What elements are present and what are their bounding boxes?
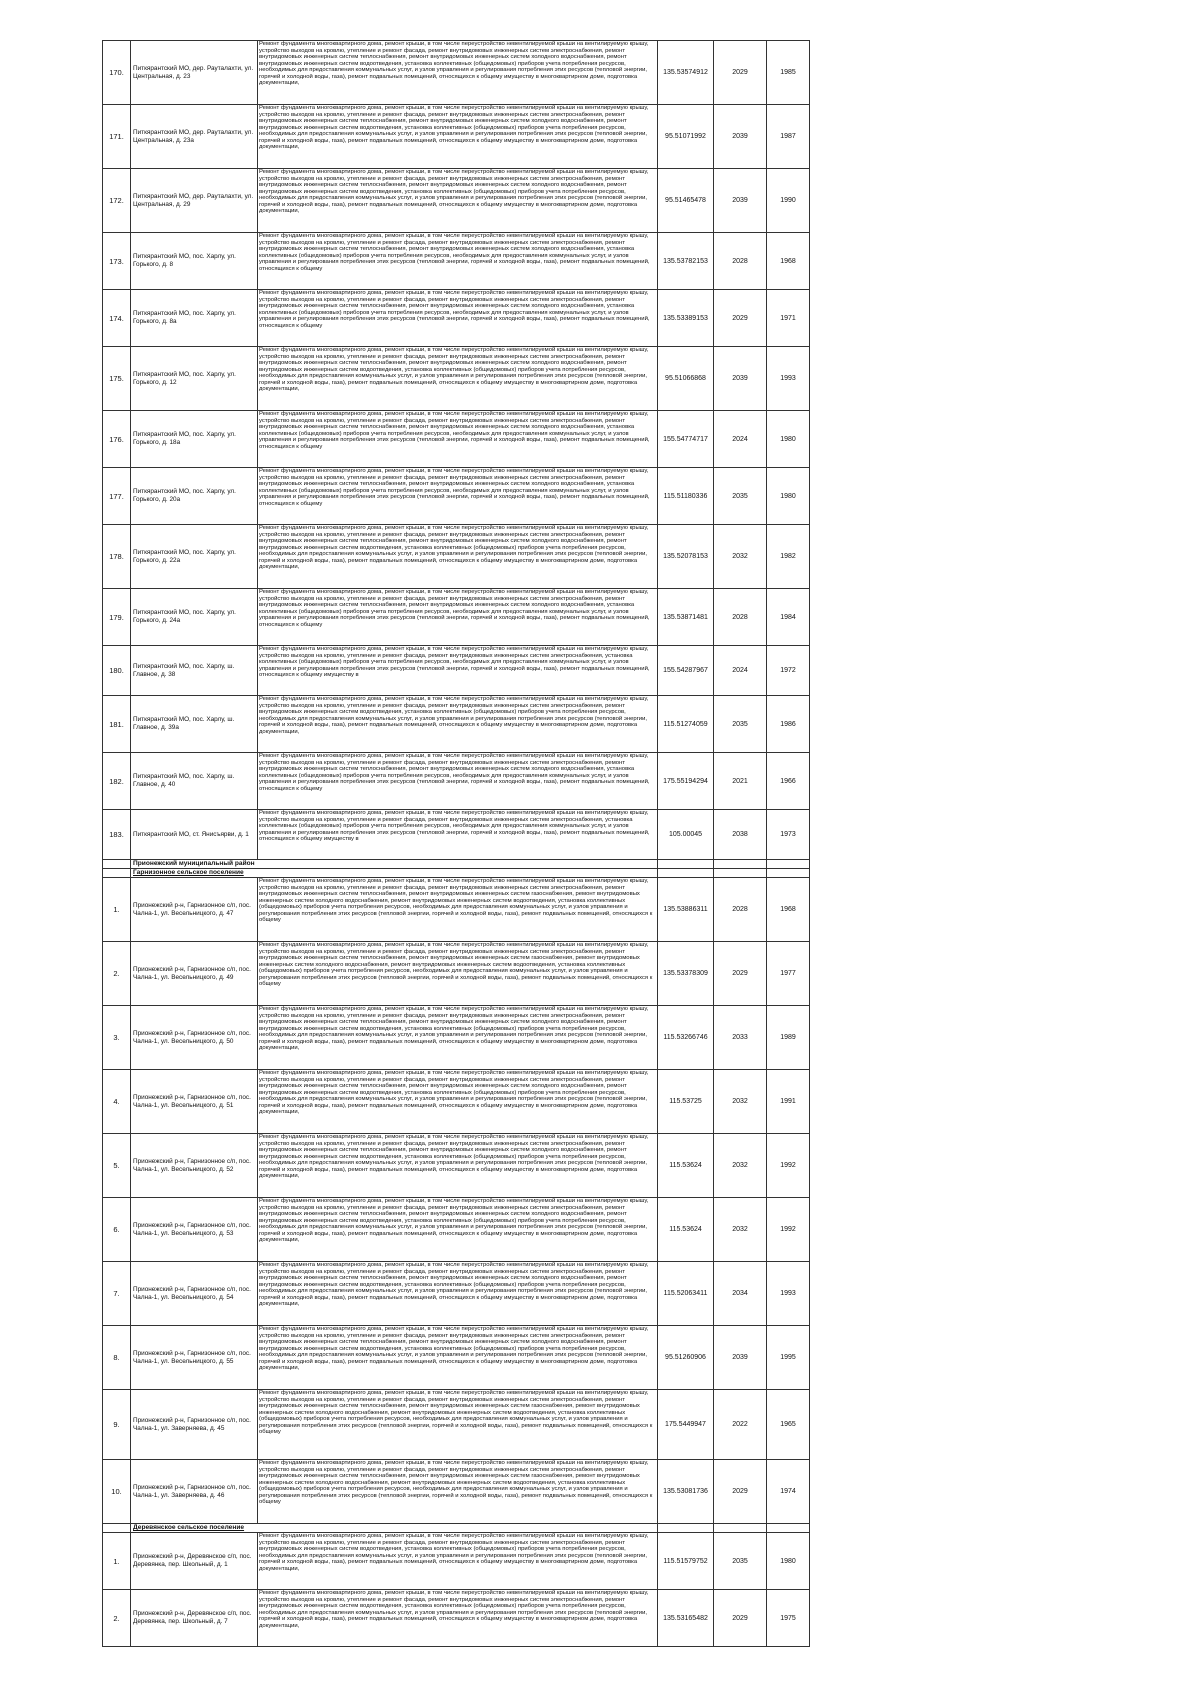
row-number: 179.	[103, 589, 131, 646]
repair-works-text: Ремонт фундамента многоквартирного дома, ремонт крыши, в том числе переустройство невентилируемой крыши на вентилируемую крышу, устройство выходов на кровлю, утепление и ремонт фасада, ремонт внутридомовых инженерных систем электроснабжения, установка коллективных (общедомовых) приборов учета потребления ресурсов, необходимых для предоставления коммунальных услуг, и узлов управления и регулирования потребления этих ресурсов (тепловой энергии, горячей и холодной воды, газа), ремонт подвальных помещений, относящихся к общему имуществу в	[259, 810, 650, 843]
planned-repair-year: 2024	[714, 646, 767, 696]
repair-works-text: Ремонт фундамента многоквартирного дома, ремонт крыши, в том числе переустройство невентилируемой крыши на вентилируемую крышу, устройство выходов на кровлю, утепление и ремонт фасада, ремонт внутридомовых инженерных систем электроснабжения, ремонт внутридомовых инженерных систем теплоснабжения, ремонт внутридомовых инженерных систем холодного водоснабжения, установка коллективных (общедомовых) приборов учета потребления ресурсов, необходимых для предоставления коммунальных услуг, и узлов управления и регулирования потребления этих ресурсов (тепловой энергии, горячей и холодной воды, газа), ремонт подвальных помещений, относящихся к общему	[259, 233, 650, 272]
repair-cost: 155.54774717	[658, 411, 714, 468]
planned-repair-year: 2039	[714, 1326, 767, 1390]
repair-works-description	[258, 525, 658, 589]
repair-works-text: Ремонт фундамента многоквартирного дома, ремонт крыши, в том числе переустройство невентилируемой крыши на вентилируемую крышу, устройство выходов на кровлю, утепление и ремонт фасада, ремонт внутридомовых инженерных систем электроснабжения, ремонт внутридомовых инженерных систем теплоснабжения, ремонт внутридомовых инженерных систем холодного водоснабжения, ремонт внутридомовых инженерных систем водоотведения, установка коллективных (общедомовых) приборов учета потребления ресурсов, необходимых для предоставления коммунальных услуг, и узлов управления и регулирования потребления этих ресурсов (тепловой энергии, горячей и холодной воды, газа), ремонт подвальных помещений, относящихся к общему имуществу в многоквартирном доме, подготовка документации,	[259, 1134, 649, 1180]
repair-works-text: Ремонт фундамента многоквартирного дома, ремонт крыши, в том числе переустройство невентилируемой крыши на вентилируемую крышу, устройство выходов на кровлю, утепление и ремонт фасада, ремонт внутридомовых инженерных систем электроснабжения, ремонт внутридомовых инженерных систем теплоснабжения, ремонт внутридомовых инженерных систем холодного водоснабжения, ремонт внутридомовых инженерных систем водоотведения, установка коллективных (общедомовых) приборов учета потребления ресурсов, необходимых для предоставления коммунальных услуг, и узлов управления и регулирования потребления этих ресурсов (тепловой энергии, горячей и холодной воды, газа), ремонт подвальных помещений, относящихся к общему имуществу в многоквартирном доме, подготовка документации,	[259, 525, 649, 571]
repair-cost: 95.51465478	[658, 169, 714, 233]
repair-cost: 95.51071992	[658, 105, 714, 169]
repair-works-text: Ремонт фундамента многоквартирного дома, ремонт крыши, в том числе переустройство невентилируемой крыши на вентилируемую крышу, устройство выходов на кровлю, утепление и ремонт фасада, ремонт внутридомовых инженерных систем электроснабжения, ремонт внутридомовых инженерных систем теплоснабжения, ремонт внутридомовых инженерных систем холодного водоснабжения, установка коллективных (общедомовых) приборов учета потребления ресурсов, необходимых для предоставления коммунальных услуг, и узлов управления и регулирования потребления этих ресурсов (тепловой энергии, горячей и холодной воды, газа), ремонт подвальных помещений, относящихся к общему	[259, 589, 650, 628]
table-row	[103, 753, 810, 810]
section-empty-cell	[658, 860, 714, 869]
commissioning-year: 1975	[767, 1590, 810, 1647]
commissioning-year: 1992	[767, 1198, 810, 1262]
house-address: Прионежский р-н, Гарнизонное с/п, пос. Чална-1, ул. Весельницкого, д. 54	[131, 1262, 258, 1326]
row-number: 177.	[103, 468, 131, 525]
commissioning-year: 1993	[767, 347, 810, 411]
repair-works-text: Ремонт фундамента многоквартирного дома, ремонт крыши, в том числе переустройство невентилируемой крыши на вентилируемую крышу, устройство выходов на кровлю, утепление и ремонт фасада, ремонт внутридомовых инженерных систем электроснабжения, ремонт внутридомовых инженерных систем теплоснабжения, ремонт внутридомовых инженерных систем холодного водоснабжения, ремонт внутридомовых инженерных систем водоотведения, установка коллективных (общедомовых) приборов учета потребления ресурсов, необходимых для предоставления коммунальных услуг, и узлов управления и регулирования потребления этих ресурсов (тепловой энергии, горячей и холодной воды, газа), ремонт подвальных помещений, относящихся к общему имуществу в многоквартирном доме, подготовка документации,	[259, 105, 649, 151]
repair-works-description	[258, 942, 658, 1006]
planned-repair-year: 2035	[714, 1533, 767, 1590]
row-number: 3.	[103, 1006, 131, 1070]
planned-repair-year: 2029	[714, 41, 767, 105]
house-address: Питкярантский МО, дер. Рауталахти, ул. Центральная, д. 29	[131, 169, 258, 233]
row-number: 180.	[103, 646, 131, 696]
repair-cost: 135.53574912	[658, 41, 714, 105]
planned-repair-year: 2029	[714, 1460, 767, 1524]
table-row	[103, 1533, 810, 1590]
repair-cost: 115.51274059	[658, 696, 714, 753]
repair-works-description	[258, 233, 658, 290]
commissioning-year: 1965	[767, 1390, 810, 1460]
table-row	[103, 233, 810, 290]
commissioning-year: 1968	[767, 233, 810, 290]
repair-works-description	[258, 1390, 658, 1460]
commissioning-year: 1968	[767, 878, 810, 942]
section-number-cell	[103, 860, 131, 869]
repair-cost: 135.53782153	[658, 233, 714, 290]
row-number: 2.	[103, 1590, 131, 1647]
table-row	[103, 696, 810, 753]
repair-cost: 135.53389153	[658, 290, 714, 347]
commissioning-year: 1974	[767, 1460, 810, 1524]
house-address: Питкярантский МО, пос. Харлу, ул. Горького, д. 8а	[131, 290, 258, 347]
repair-works-description	[258, 878, 658, 942]
repair-cost: 135.53378309	[658, 942, 714, 1006]
house-address: Питкярантский МО, дер. Рауталахти, ул. Центральная, д. 23а	[131, 105, 258, 169]
commissioning-year: 1986	[767, 696, 810, 753]
repair-works-description	[258, 646, 658, 696]
commissioning-year: 1980	[767, 411, 810, 468]
capital-repair-register-table	[102, 40, 810, 1647]
repair-cost: 135.53871481	[658, 589, 714, 646]
repair-works-text: Ремонт фундамента многоквартирного дома, ремонт крыши, в том числе переустройство невентилируемой крыши на вентилируемую крышу, устройство выходов на кровлю, утепление и ремонт фасада, ремонт внутридомовых инженерных систем электроснабжения, ремонт внутридомовых инженерных систем теплоснабжения, ремонт внутридомовых инженерных систем холодного водоснабжения, установка коллективных (общедомовых) приборов учета потребления ресурсов, необходимых для предоставления коммунальных услуг, и узлов управления и регулирования потребления этих ресурсов (тепловой энергии, горячей и холодной воды, газа), ремонт подвальных помещений, относящихся к общему	[259, 290, 650, 329]
house-address: Питкярантский МО, пос. Харлу, ул. Горького, д. 18а	[131, 411, 258, 468]
commissioning-year: 1980	[767, 468, 810, 525]
planned-repair-year: 2035	[714, 468, 767, 525]
commissioning-year: 1987	[767, 105, 810, 169]
section-empty-cell	[767, 869, 810, 878]
repair-works-text: Ремонт фундамента многоквартирного дома, ремонт крыши, в том числе переустройство невентилируемой крыши на вентилируемую крышу, устройство выходов на кровлю, утепление и ремонт фасада, ремонт внутридомовых инженерных систем электроснабжения, ремонт внутридомовых инженерных систем теплоснабжения, ремонт внутридомовых инженерных систем газоснабжения, ремонт внутридомовых инженерных систем холодного водоснабжения, ремонт внутридомовых инженерных систем водоотведения, установка коллективных (общедомовых) приборов учета потребления ресурсов, необходимых для предоставления коммунальных услуг, и узлов управления и регулирования потребления этих ресурсов (тепловой энергии, горячей и холодной воды, газа), ремонт подвальных помещений, относящихся к общему	[259, 1460, 653, 1506]
planned-repair-year: 2033	[714, 1006, 767, 1070]
section-header-row	[103, 860, 810, 869]
commissioning-year: 1995	[767, 1326, 810, 1390]
section-empty-cell	[767, 860, 810, 869]
row-number: 174.	[103, 290, 131, 347]
table-row	[103, 1590, 810, 1647]
repair-cost: 115.52063411	[658, 1262, 714, 1326]
house-address: Прионежский р-н, Гарнизонное с/п, пос. Чална-1, ул. Весельницкого, д. 52	[131, 1134, 258, 1198]
repair-works-text: Ремонт фундамента многоквартирного дома, ремонт крыши, в том числе переустройство невентилируемой крыши на вентилируемую крышу, устройство выходов на кровлю, утепление и ремонт фасада, ремонт внутридомовых инженерных систем электроснабжения, ремонт внутридомовых инженерных систем теплоснабжения, ремонт внутридомовых инженерных систем холодного водоснабжения, ремонт внутридомовых инженерных систем водоотведения, установка коллективных (общедомовых) приборов учета потребления ресурсов, необходимых для предоставления коммунальных услуг, и узлов управления и регулирования потребления этих ресурсов (тепловой энергии, горячей и холодной воды, газа), ремонт подвальных помещений, относящихся к общему имуществу в многоквартирном доме, подготовка документации,	[259, 41, 649, 87]
section-empty-cell	[658, 1524, 714, 1533]
repair-cost: 115.51180336	[658, 468, 714, 525]
row-number: 171.	[103, 105, 131, 169]
row-number: 175.	[103, 347, 131, 411]
table-row	[103, 105, 810, 169]
house-address: Питкярантский МО, пос. Харлу, ул. Горького, д. 20а	[131, 468, 258, 525]
house-address: Питкярантский МО, пос. Харлу, ш. Главное, д. 40	[131, 753, 258, 810]
row-number: 6.	[103, 1198, 131, 1262]
section-empty-cell	[714, 1524, 767, 1533]
section-number-cell	[103, 869, 131, 878]
table-row	[103, 589, 810, 646]
table-row	[103, 1070, 810, 1134]
house-address: Прионежский р-н, Гарнизонное с/п, пос. Чална-1, ул. Весельницкого, д. 50	[131, 1006, 258, 1070]
repair-cost: 135.52078153	[658, 525, 714, 589]
row-number: 7.	[103, 1262, 131, 1326]
planned-repair-year: 2029	[714, 290, 767, 347]
repair-works-description	[258, 589, 658, 646]
repair-works-description	[258, 1134, 658, 1198]
commissioning-year: 1966	[767, 753, 810, 810]
row-number: 173.	[103, 233, 131, 290]
commissioning-year: 1984	[767, 589, 810, 646]
repair-works-description	[258, 1590, 658, 1647]
repair-works-text: Ремонт фундамента многоквартирного дома, ремонт крыши, в том числе переустройство невентилируемой крыши на вентилируемую крышу, устройство выходов на кровлю, утепление и ремонт фасада, ремонт внутридомовых инженерных систем электроснабжения, ремонт внутридомовых инженерных систем теплоснабжения, ремонт внутридомовых инженерных систем холодного водоснабжения, ремонт внутридомовых инженерных систем водоотведения, установка коллективных (общедомовых) приборов учета потребления ресурсов, необходимых для предоставления коммунальных услуг, и узлов управления и регулирования потребления этих ресурсов (тепловой энергии, горячей и холодной воды, газа), ремонт подвальных помещений, относящихся к общему имуществу в многоквартирном доме, подготовка документации,	[259, 1326, 649, 1372]
row-number: 5.	[103, 1134, 131, 1198]
house-address: Питкярантский МО, пос. Харлу, ш. Главное, д. 38	[131, 646, 258, 696]
planned-repair-year: 2032	[714, 1070, 767, 1134]
row-number: 176.	[103, 411, 131, 468]
repair-works-text: Ремонт фундамента многоквартирного дома, ремонт крыши, в том числе переустройство невентилируемой крыши на вентилируемую крышу, устройство выходов на кровлю, утепление и ремонт фасада, ремонт внутридомовых инженерных систем электроснабжения, ремонт внутридомовых инженерных систем водоотведения, установка коллективных (общедомовых) приборов учета потребления ресурсов, необходимых для предоставления коммунальных услуг, и узлов управления и регулирования потребления этих ресурсов (тепловой энергии, горячей и холодной воды, газа), ремонт подвальных помещений, относящихся к общему имуществу в многоквартирном доме, подготовка документации,	[259, 696, 649, 735]
repair-works-description	[258, 347, 658, 411]
register-table-sheet	[102, 40, 809, 1647]
section-empty-cell	[658, 869, 714, 878]
table-row	[103, 41, 810, 105]
repair-cost: 135.53081736	[658, 1460, 714, 1524]
row-number: 182.	[103, 753, 131, 810]
commissioning-year: 1989	[767, 1006, 810, 1070]
table-row	[103, 1006, 810, 1070]
house-address: Прионежский р-н, Деревянское с/п, пос. Деревянка, пер. Школьный, д. 7	[131, 1590, 258, 1647]
house-address: Питкярантский МО, дер. Рауталахти, ул. Центральная, д. 23	[131, 41, 258, 105]
planned-repair-year: 2034	[714, 1262, 767, 1326]
repair-cost: 175.55194294	[658, 753, 714, 810]
table-row	[103, 1326, 810, 1390]
repair-works-text: Ремонт фундамента многоквартирного дома, ремонт крыши, в том числе переустройство невентилируемой крыши на вентилируемую крышу, устройство выходов на кровлю, утепление и ремонт фасада, ремонт внутридомовых инженерных систем электроснабжения, ремонт внутридомовых инженерных систем теплоснабжения, ремонт внутридомовых инженерных систем холодного водоснабжения, ремонт внутридомовых инженерных систем водоотведения, установка коллективных (общедомовых) приборов учета потребления ресурсов, необходимых для предоставления коммунальных услуг, и узлов управления и регулирования потребления этих ресурсов (тепловой энергии, горячей и холодной воды, газа), ремонт подвальных помещений, относящихся к общему имуществу в многоквартирном доме, подготовка документации,	[259, 347, 649, 393]
row-number: 172.	[103, 169, 131, 233]
row-number: 1.	[103, 1533, 131, 1590]
repair-cost: 115.53725	[658, 1070, 714, 1134]
table-row	[103, 411, 810, 468]
section-title: Деревянское сельское поселение	[131, 1524, 658, 1533]
planned-repair-year: 2024	[714, 411, 767, 468]
section-empty-cell	[714, 869, 767, 878]
repair-works-description	[258, 1326, 658, 1390]
repair-works-description	[258, 810, 658, 860]
house-address: Питкярантский МО, пос. Харлу, ул. Горького, д. 22а	[131, 525, 258, 589]
repair-works-description	[258, 1198, 658, 1262]
repair-works-text: Ремонт фундамента многоквартирного дома, ремонт крыши, в том числе переустройство невентилируемой крыши на вентилируемую крышу, устройство выходов на кровлю, утепление и ремонт фасада, ремонт внутридомовых инженерных систем электроснабжения, ремонт внутридомовых инженерных систем теплоснабжения, ремонт внутридомовых инженерных систем холодного водоснабжения, ремонт внутридомовых инженерных систем водоотведения, установка коллективных (общедомовых) приборов учета потребления ресурсов, необходимых для предоставления коммунальных услуг, и узлов управления и регулирования потребления этих ресурсов (тепловой энергии, горячей и холодной воды, газа), ремонт подвальных помещений, относящихся к общему имуществу в многоквартирном доме, подготовка документации,	[259, 169, 649, 215]
row-number: 10.	[103, 1460, 131, 1524]
planned-repair-year: 2028	[714, 878, 767, 942]
row-number: 170.	[103, 41, 131, 105]
repair-works-description	[258, 1460, 658, 1524]
table-row	[103, 468, 810, 525]
planned-repair-year: 2038	[714, 810, 767, 860]
repair-cost: 135.53886311	[658, 878, 714, 942]
table-row	[103, 169, 810, 233]
commissioning-year: 1985	[767, 41, 810, 105]
repair-works-text: Ремонт фундамента многоквартирного дома, ремонт крыши, в том числе переустройство невентилируемой крыши на вентилируемую крышу, устройство выходов на кровлю, утепление и ремонт фасада, ремонт внутридомовых инженерных систем электроснабжения, ремонт внутридомовых инженерных систем водоотведения, установка коллективных (общедомовых) приборов учета потребления ресурсов, необходимых для предоставления коммунальных услуг, и узлов управления и регулирования потребления этих ресурсов (тепловой энергии, горячей и холодной воды, газа), ремонт подвальных помещений, относящихся к общему имуществу в многоквартирном доме, подготовка документации,	[259, 1590, 649, 1629]
repair-works-description	[258, 41, 658, 105]
repair-cost: 115.53266746	[658, 1006, 714, 1070]
table-row	[103, 290, 810, 347]
repair-works-text: Ремонт фундамента многоквартирного дома, ремонт крыши, в том числе переустройство невентилируемой крыши на вентилируемую крышу, устройство выходов на кровлю, утепление и ремонт фасада, ремонт внутридомовых инженерных систем электроснабжения, ремонт внутридомовых инженерных систем теплоснабжения, ремонт внутридомовых инженерных систем холодного водоснабжения, ремонт внутридомовых инженерных систем водоотведения, установка коллективных (общедомовых) приборов учета потребления ресурсов, необходимых для предоставления коммунальных услуг, и узлов управления и регулирования потребления этих ресурсов (тепловой энергии, горячей и холодной воды, газа), ремонт подвальных помещений, относящихся к общему имуществу в многоквартирном доме, подготовка документации,	[259, 1198, 649, 1244]
repair-works-description	[258, 1533, 658, 1590]
repair-cost: 115.53624	[658, 1198, 714, 1262]
planned-repair-year: 2039	[714, 105, 767, 169]
row-number: 4.	[103, 1070, 131, 1134]
repair-works-text: Ремонт фундамента многоквартирного дома, ремонт крыши, в том числе переустройство невентилируемой крыши на вентилируемую крышу, устройство выходов на кровлю, утепление и ремонт фасада, ремонт внутридомовых инженерных систем электроснабжения, ремонт внутридомовых инженерных систем теплоснабжения, ремонт внутридомовых инженерных систем газоснабжения, ремонт внутридомовых инженерных систем холодного водоснабжения, ремонт внутридомовых инженерных систем водоотведения, установка коллективных (общедомовых) приборов учета потребления ресурсов, необходимых для предоставления коммунальных услуг, и узлов управления и регулирования потребления этих ресурсов (тепловой энергии, горячей и холодной воды, газа), ремонт подвальных помещений, относящихся к общему	[259, 878, 653, 924]
section-empty-cell	[714, 860, 767, 869]
repair-cost: 115.53624	[658, 1134, 714, 1198]
section-header-row	[103, 1524, 810, 1533]
house-address: Прионежский р-н, Гарнизонное с/п, пос. Чална-1, ул. Весельницкого, д. 55	[131, 1326, 258, 1390]
house-address: Прионежский р-н, Гарнизонное с/п, пос. Чална-1, ул. Заверняева, д. 45	[131, 1390, 258, 1460]
repair-works-description	[258, 169, 658, 233]
repair-cost: 95.51066868	[658, 347, 714, 411]
repair-works-text: Ремонт фундамента многоквартирного дома, ремонт крыши, в том числе переустройство невентилируемой крыши на вентилируемую крышу, устройство выходов на кровлю, утепление и ремонт фасада, ремонт внутридомовых инженерных систем электроснабжения, ремонт внутридомовых инженерных систем теплоснабжения, ремонт внутридомовых инженерных систем холодного водоснабжения, ремонт внутридомовых инженерных систем водоотведения, установка коллективных (общедомовых) приборов учета потребления ресурсов, необходимых для предоставления коммунальных услуг, и узлов управления и регулирования потребления этих ресурсов (тепловой энергии, горячей и холодной воды, газа), ремонт подвальных помещений, относящихся к общему имуществу в многоквартирном доме, подготовка документации,	[259, 1070, 649, 1116]
commissioning-year: 1980	[767, 1533, 810, 1590]
planned-repair-year: 2032	[714, 1198, 767, 1262]
repair-works-text: Ремонт фундамента многоквартирного дома, ремонт крыши, в том числе переустройство невентилируемой крыши на вентилируемую крышу, устройство выходов на кровлю, утепление и ремонт фасада, ремонт внутридомовых инженерных систем электроснабжения, ремонт внутридомовых инженерных систем теплоснабжения, ремонт внутридомовых инженерных систем холодного водоснабжения, установка коллективных (общедомовых) приборов учета потребления ресурсов, необходимых для предоставления коммунальных услуг, и узлов управления и регулирования потребления этих ресурсов (тепловой энергии, горячей и холодной воды, газа), ремонт подвальных помещений, относящихся к общему	[259, 411, 650, 450]
row-number: 181.	[103, 696, 131, 753]
commissioning-year: 1993	[767, 1262, 810, 1326]
planned-repair-year: 2021	[714, 753, 767, 810]
table-row	[103, 1134, 810, 1198]
row-number: 2.	[103, 942, 131, 1006]
section-number-cell	[103, 1524, 131, 1533]
repair-works-description	[258, 753, 658, 810]
table-row	[103, 525, 810, 589]
repair-works-description	[258, 1006, 658, 1070]
house-address: Прионежский р-н, Гарнизонное с/п, пос. Чална-1, ул. Весельницкого, д. 51	[131, 1070, 258, 1134]
commissioning-year: 1991	[767, 1070, 810, 1134]
repair-works-text: Ремонт фундамента многоквартирного дома, ремонт крыши, в том числе переустройство невентилируемой крыши на вентилируемую крышу, устройство выходов на кровлю, утепление и ремонт фасада, ремонт внутридомовых инженерных систем электроснабжения, ремонт внутридомовых инженерных систем теплоснабжения, ремонт внутридомовых инженерных систем газоснабжения, ремонт внутридомовых инженерных систем холодного водоснабжения, ремонт внутридомовых инженерных систем водоотведения, установка коллективных (общедомовых) приборов учета потребления ресурсов, необходимых для предоставления коммунальных услуг, и узлов управления и регулирования потребления этих ресурсов (тепловой энергии, горячей и холодной воды, газа), ремонт подвальных помещений, относящихся к общему	[259, 942, 653, 988]
row-number: 9.	[103, 1390, 131, 1460]
repair-works-description	[258, 468, 658, 525]
table-row	[103, 1198, 810, 1262]
table-row	[103, 1460, 810, 1524]
repair-works-description	[258, 1262, 658, 1326]
house-address: Питкярантский МО, пос. Харлу, ул. Горького, д. 24а	[131, 589, 258, 646]
repair-cost: 155.54287967	[658, 646, 714, 696]
repair-works-text: Ремонт фундамента многоквартирного дома, ремонт крыши, в том числе переустройство невентилируемой крыши на вентилируемую крышу, устройство выходов на кровлю, утепление и ремонт фасада, ремонт внутридомовых инженерных систем электроснабжения, установка коллективных (общедомовых) приборов учета потребления ресурсов, необходимых для предоставления коммунальных услуг, и узлов управления и регулирования потребления этих ресурсов (тепловой энергии, горячей и холодной воды, газа), ремонт подвальных помещений, относящихся к общему имуществу в	[259, 646, 650, 679]
house-address: Питкярантский МО, пос. Харлу, ш. Главное, д. 39а	[131, 696, 258, 753]
planned-repair-year: 2039	[714, 169, 767, 233]
section-header-row	[103, 869, 810, 878]
commissioning-year: 1990	[767, 169, 810, 233]
table-row	[103, 1262, 810, 1326]
house-address: Питкярантский МО, ст. Янисъярви, д. 1	[131, 810, 258, 860]
table-row	[103, 878, 810, 942]
repair-works-description	[258, 411, 658, 468]
house-address: Прионежский р-н, Гарнизонное с/п, пос. Чална-1, ул. Весельницкого, д. 53	[131, 1198, 258, 1262]
repair-cost: 135.53165482	[658, 1590, 714, 1647]
row-number: 183.	[103, 810, 131, 860]
section-empty-cell	[767, 1524, 810, 1533]
table-row	[103, 810, 810, 860]
commissioning-year: 1972	[767, 646, 810, 696]
row-number: 1.	[103, 878, 131, 942]
planned-repair-year: 2028	[714, 233, 767, 290]
row-number: 8.	[103, 1326, 131, 1390]
commissioning-year: 1982	[767, 525, 810, 589]
repair-works-text: Ремонт фундамента многоквартирного дома, ремонт крыши, в том числе переустройство невентилируемой крыши на вентилируемую крышу, устройство выходов на кровлю, утепление и ремонт фасада, ремонт внутридомовых инженерных систем электроснабжения, ремонт внутридомовых инженерных систем теплоснабжения, ремонт внутридомовых инженерных систем холодного водоснабжения, ремонт внутридомовых инженерных систем водоотведения, установка коллективных (общедомовых) приборов учета потребления ресурсов, необходимых для предоставления коммунальных услуг, и узлов управления и регулирования потребления этих ресурсов (тепловой энергии, горячей и холодной воды, газа), ремонт подвальных помещений, относящихся к общему имуществу в многоквартирном доме, подготовка документации,	[259, 1262, 649, 1308]
house-address: Прионежский р-н, Гарнизонное с/п, пос. Чална-1, ул. Весельницкого, д. 49	[131, 942, 258, 1006]
commissioning-year: 1973	[767, 810, 810, 860]
table-row	[103, 646, 810, 696]
planned-repair-year: 2039	[714, 347, 767, 411]
repair-works-text: Ремонт фундамента многоквартирного дома, ремонт крыши, в том числе переустройство невентилируемой крыши на вентилируемую крышу, устройство выходов на кровлю, утепление и ремонт фасада, ремонт внутридомовых инженерных систем электроснабжения, ремонт внутридомовых инженерных систем водоотведения, установка коллективных (общедомовых) приборов учета потребления ресурсов, необходимых для предоставления коммунальных услуг, и узлов управления и регулирования потребления этих ресурсов (тепловой энергии, горячей и холодной воды, газа), ремонт подвальных помещений, относящихся к общему имуществу в многоквартирном доме, подготовка документации,	[259, 1533, 649, 1572]
table-row	[103, 942, 810, 1006]
commissioning-year: 1992	[767, 1134, 810, 1198]
commissioning-year: 1971	[767, 290, 810, 347]
repair-works-description	[258, 1070, 658, 1134]
planned-repair-year: 2028	[714, 589, 767, 646]
row-number: 178.	[103, 525, 131, 589]
repair-works-text: Ремонт фундамента многоквартирного дома, ремонт крыши, в том числе переустройство невентилируемой крыши на вентилируемую крышу, устройство выходов на кровлю, утепление и ремонт фасада, ремонт внутридомовых инженерных систем электроснабжения, ремонт внутридомовых инженерных систем теплоснабжения, ремонт внутридомовых инженерных систем холодного водоснабжения, ремонт внутридомовых инженерных систем водоотведения, установка коллективных (общедомовых) приборов учета потребления ресурсов, необходимых для предоставления коммунальных услуг, и узлов управления и регулирования потребления этих ресурсов (тепловой энергии, горячей и холодной воды, газа), ремонт подвальных помещений, относящихся к общему имуществу в многоквартирном доме, подготовка документации,	[259, 1006, 649, 1052]
repair-cost: 115.51579752	[658, 1533, 714, 1590]
repair-cost: 175.5449947	[658, 1390, 714, 1460]
house-address: Питкярантский МО, пос. Харлу, ул. Горького, д. 12	[131, 347, 258, 411]
planned-repair-year: 2029	[714, 942, 767, 1006]
planned-repair-year: 2032	[714, 1134, 767, 1198]
house-address: Питкярантский МО, пос. Харлу, ул. Горького, д. 8	[131, 233, 258, 290]
section-title: Гарнизонное сельское поселение	[131, 869, 658, 878]
repair-cost: 95.51260906	[658, 1326, 714, 1390]
repair-works-text: Ремонт фундамента многоквартирного дома, ремонт крыши, в том числе переустройство невентилируемой крыши на вентилируемую крышу, устройство выходов на кровлю, утепление и ремонт фасада, ремонт внутридомовых инженерных систем электроснабжения, ремонт внутридомовых инженерных систем теплоснабжения, ремонт внутридомовых инженерных систем холодного водоснабжения, установка коллективных (общедомовых) приборов учета потребления ресурсов, необходимых для предоставления коммунальных услуг, и узлов управления и регулирования потребления этих ресурсов (тепловой энергии, горячей и холодной воды, газа), ремонт подвальных помещений, относящихся к общему	[259, 468, 650, 507]
house-address: Прионежский р-н, Гарнизонное с/п, пос. Чална-1, ул. Весельницкого, д. 47	[131, 878, 258, 942]
repair-works-description	[258, 290, 658, 347]
house-address: Прионежский р-н, Деревянское с/п, пос. Деревянка, пер. Школьный, д. 1	[131, 1533, 258, 1590]
table-row	[103, 347, 810, 411]
repair-works-text: Ремонт фундамента многоквартирного дома, ремонт крыши, в том числе переустройство невентилируемой крыши на вентилируемую крышу, устройство выходов на кровлю, утепление и ремонт фасада, ремонт внутридомовых инженерных систем электроснабжения, ремонт внутридомовых инженерных систем теплоснабжения, ремонт внутридомовых инженерных систем газоснабжения, ремонт внутридомовых инженерных систем холодного водоснабжения, ремонт внутридомовых инженерных систем водоотведения, установка коллективных (общедомовых) приборов учета потребления ресурсов, необходимых для предоставления коммунальных услуг, и узлов управления и регулирования потребления этих ресурсов (тепловой энергии, горячей и холодной воды, газа), ремонт подвальных помещений, относящихся к общему	[259, 1390, 653, 1436]
planned-repair-year: 2032	[714, 525, 767, 589]
repair-cost: 105.00045	[658, 810, 714, 860]
commissioning-year: 1977	[767, 942, 810, 1006]
register-rows	[103, 41, 810, 1647]
repair-works-description	[258, 696, 658, 753]
planned-repair-year: 2035	[714, 696, 767, 753]
house-address: Прионежский р-н, Гарнизонное с/п, пос. Чална-1, ул. Заверняева, д. 46	[131, 1460, 258, 1524]
planned-repair-year: 2029	[714, 1590, 767, 1647]
repair-works-text: Ремонт фундамента многоквартирного дома, ремонт крыши, в том числе переустройство невентилируемой крыши на вентилируемую крышу, устройство выходов на кровлю, утепление и ремонт фасада, ремонт внутридомовых инженерных систем электроснабжения, ремонт внутридомовых инженерных систем теплоснабжения, ремонт внутридомовых инженерных систем холодного водоснабжения, установка коллективных (общедомовых) приборов учета потребления ресурсов, необходимых для предоставления коммунальных услуг, и узлов управления и регулирования потребления этих ресурсов (тепловой энергии, горячей и холодной воды, газа), ремонт подвальных помещений, относящихся к общему	[259, 753, 650, 792]
planned-repair-year: 2022	[714, 1390, 767, 1460]
table-row	[103, 1390, 810, 1460]
section-title: Прионежский муниципальный район	[131, 860, 658, 869]
repair-works-description	[258, 105, 658, 169]
